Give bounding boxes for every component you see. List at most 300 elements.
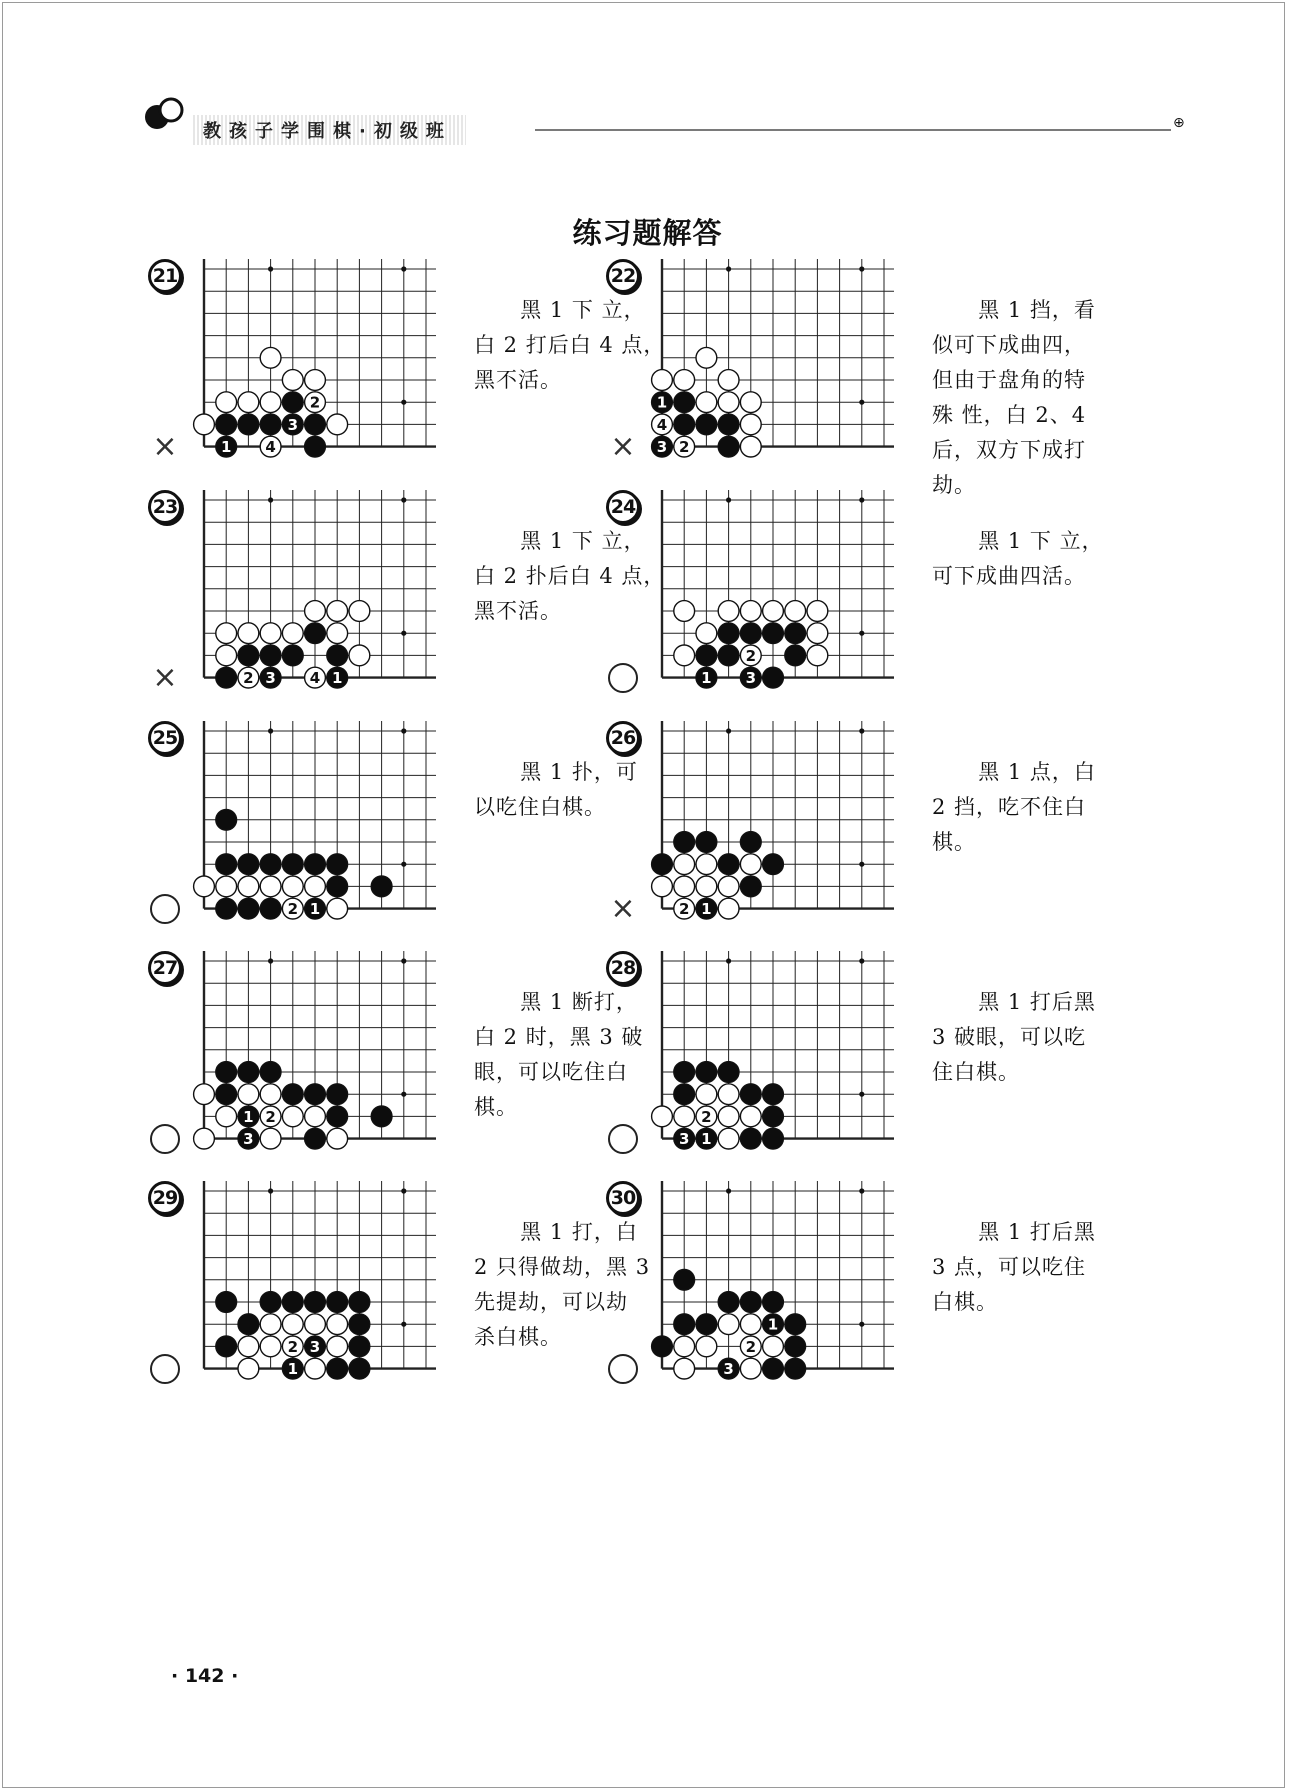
answer-line: 杀白棋。 [474, 1325, 562, 1349]
black-stone [718, 1292, 739, 1313]
move-number: 2 [701, 1107, 712, 1126]
move-number: 1 [701, 669, 712, 688]
move-number: 2 [309, 393, 321, 412]
problem-29 [148, 1181, 668, 1441]
black-stone [305, 1292, 326, 1313]
black-stone [238, 898, 259, 919]
black-stone [785, 1336, 806, 1357]
running-header [143, 93, 1203, 153]
move-number: 3 [287, 415, 299, 434]
black-stone [652, 392, 673, 413]
answer-line: 白 2 扑后白 4 点， [474, 564, 666, 588]
black-stone [674, 1084, 695, 1105]
white-stone [305, 370, 326, 391]
answer-line: 黑 1 下 立， [978, 529, 1104, 553]
black-stone [718, 436, 739, 457]
move-number: 3 [309, 1337, 321, 1356]
answer-line: 黑不活。 [474, 368, 562, 392]
white-stone [740, 392, 761, 413]
black-stone [216, 436, 237, 457]
black-stone [674, 392, 695, 413]
go-board-diagram [200, 951, 470, 1207]
white-stone [674, 370, 695, 391]
white-stone [718, 370, 739, 391]
star-point [401, 728, 406, 733]
white-stone [238, 876, 259, 897]
white-stone [740, 1106, 761, 1127]
move-number: 3 [265, 669, 276, 688]
white-stone [652, 414, 673, 435]
star-point [859, 1092, 864, 1097]
white-stone [216, 1106, 237, 1127]
black-stone [718, 414, 739, 435]
star-point [401, 1092, 406, 1097]
correct-circle-icon [608, 1354, 638, 1384]
go-board-diagram [200, 1181, 470, 1437]
white-stone [282, 1106, 303, 1127]
black-stone [349, 1292, 370, 1313]
white-stone [740, 1314, 761, 1335]
black-stone [238, 1314, 259, 1335]
white-stone [674, 876, 695, 897]
black-stone [349, 1358, 370, 1379]
problem-number: 24 [606, 490, 640, 524]
answer-line: 2 挡，吃不住白 [932, 795, 1087, 819]
correct-circle-icon [608, 1124, 638, 1154]
white-stone [216, 645, 237, 666]
answer-line: 白棋。 [932, 1290, 998, 1314]
white-stone [260, 1314, 281, 1335]
black-stone [327, 876, 348, 897]
star-point [268, 958, 273, 963]
star-point [401, 497, 406, 502]
black-stone [305, 854, 326, 875]
white-stone [216, 392, 237, 413]
black-stone [349, 1336, 370, 1357]
white-stone [718, 601, 739, 622]
black-stone [260, 854, 281, 875]
white-stone [652, 370, 673, 391]
black-stone [216, 898, 237, 919]
white-stone [194, 414, 215, 435]
star-point [401, 862, 406, 867]
black-stone [260, 898, 281, 919]
white-stone [305, 876, 326, 897]
answer-line: 棋。 [474, 1095, 518, 1119]
black-stone [305, 898, 326, 919]
black-stone [696, 645, 717, 666]
white-stone [305, 1358, 326, 1379]
white-stone [260, 392, 281, 413]
black-stone [740, 876, 761, 897]
move-number: 3 [723, 1360, 734, 1379]
star-point [726, 958, 731, 963]
white-stone [216, 876, 237, 897]
white-stone [238, 1336, 259, 1357]
black-stone [260, 414, 281, 435]
problem-number: 25 [148, 721, 182, 755]
move-number: 1 [701, 900, 712, 919]
black-stone [260, 645, 281, 666]
black-stone [238, 1062, 259, 1083]
move-number: 1 [331, 669, 343, 688]
white-stone [260, 347, 281, 368]
white-stone [674, 436, 695, 457]
white-stone [260, 876, 281, 897]
black-stone [371, 1106, 392, 1127]
move-number: 1 [656, 393, 668, 412]
star-point [401, 958, 406, 963]
star-point [859, 1188, 864, 1193]
black-stone [696, 414, 717, 435]
white-stone [718, 1314, 739, 1335]
answer-line: 3 点，可以吃住 [932, 1255, 1087, 1279]
page [2, 2, 1285, 1788]
move-number: 1 [767, 1315, 779, 1334]
star-point [401, 400, 406, 405]
star-point [401, 631, 406, 636]
star-point [726, 266, 731, 271]
black-stone [282, 392, 303, 413]
correct-circle-icon [150, 1354, 180, 1384]
black-stone [327, 1084, 348, 1105]
black-stone [763, 1106, 784, 1127]
black-stone [260, 1062, 281, 1083]
white-stone [674, 1106, 695, 1127]
wrong-cross-icon: × [610, 429, 636, 464]
answer-line: 白 2 打后白 4 点， [474, 333, 666, 357]
correct-circle-icon [608, 663, 638, 693]
black-stone [785, 1314, 806, 1335]
star-point [859, 400, 864, 405]
answer-line: 黑 1 打后黑 [978, 1220, 1096, 1244]
black-stone [785, 623, 806, 644]
star-point [268, 497, 273, 502]
problem-27 [148, 951, 668, 1211]
answer-line: 黑 1 打后黑 [978, 990, 1096, 1014]
white-stone [740, 854, 761, 875]
white-stone [740, 601, 761, 622]
black-stone [238, 854, 259, 875]
black-stone [740, 1084, 761, 1105]
move-number: 2 [678, 900, 690, 919]
white-stone [696, 854, 717, 875]
white-stone [260, 436, 281, 457]
wrong-cross-icon: × [152, 660, 178, 695]
answer-text [932, 755, 1128, 860]
black-stone [696, 1062, 717, 1083]
white-stone [260, 1128, 281, 1149]
star-point [859, 728, 864, 733]
white-stone [238, 1358, 259, 1379]
go-board-diagram [658, 259, 928, 515]
white-stone [194, 1084, 215, 1105]
black-stone [674, 1314, 695, 1335]
black-stone [282, 414, 303, 435]
black-stone [282, 854, 303, 875]
page-number: · 142 · [171, 1665, 239, 1687]
white-stone [674, 898, 695, 919]
header-mark: ⊕ [1173, 115, 1185, 131]
white-stone [674, 854, 695, 875]
white-stone [238, 623, 259, 644]
wrong-cross-icon: × [152, 429, 178, 464]
white-stone [282, 370, 303, 391]
answer-line: 黑 1 挡，看 [978, 298, 1096, 322]
black-stone [216, 854, 237, 875]
white-stone [718, 1106, 739, 1127]
black-stone [674, 832, 695, 853]
white-stone [349, 645, 370, 666]
white-stone [238, 667, 259, 688]
white-stone [327, 1314, 348, 1335]
white-stone [238, 1084, 259, 1105]
move-number: 2 [243, 669, 254, 688]
white-stone [674, 601, 695, 622]
answer-line: 黑 1 断打， [520, 990, 638, 1014]
move-number: 4 [265, 438, 276, 457]
white-stone [260, 1106, 281, 1127]
white-stone [194, 1128, 215, 1149]
star-point [859, 266, 864, 271]
black-stone [718, 1358, 739, 1379]
black-stone [740, 1128, 761, 1149]
answer-line: 可下成曲四活。 [932, 564, 1086, 588]
answer-text [932, 524, 1128, 594]
black-stone [718, 1062, 739, 1083]
answer-line: 眼，可以吃住白 [474, 1060, 628, 1084]
black-stone [763, 1128, 784, 1149]
white-stone [740, 414, 761, 435]
go-board-diagram [200, 490, 470, 746]
black-stone [763, 1292, 784, 1313]
answer-line: 3 破眼，可以吃 [932, 1025, 1087, 1049]
running-title: 教孩子学围棋·初级班 [193, 115, 466, 145]
black-stone [305, 1128, 326, 1149]
white-stone [305, 1314, 326, 1335]
black-stone [305, 414, 326, 435]
problem-23 [148, 490, 668, 750]
star-point [859, 497, 864, 502]
black-stone [327, 667, 348, 688]
black-stone [238, 645, 259, 666]
black-stone [718, 623, 739, 644]
go-board-diagram [658, 1181, 928, 1437]
black-stone [260, 1292, 281, 1313]
answer-line: 先提劫，可以劫 [474, 1290, 628, 1314]
black-stone [327, 1292, 348, 1313]
move-number: 3 [656, 438, 668, 457]
go-board-diagram [658, 951, 928, 1207]
star-point [726, 728, 731, 733]
problem-number: 28 [606, 951, 640, 985]
white-stone [260, 1336, 281, 1357]
problem-number: 21 [148, 259, 182, 293]
go-stone-logo-icon [143, 97, 189, 133]
black-stone [652, 436, 673, 457]
white-stone [238, 392, 259, 413]
white-stone [763, 601, 784, 622]
star-point [268, 728, 273, 733]
star-point [859, 862, 864, 867]
move-number: 2 [745, 1337, 757, 1356]
white-stone [740, 645, 761, 666]
star-point [268, 266, 273, 271]
black-stone [238, 414, 259, 435]
white-stone [260, 623, 281, 644]
problem-28 [606, 951, 1126, 1211]
star-point [401, 266, 406, 271]
white-stone [674, 1336, 695, 1357]
answer-text [932, 1215, 1128, 1320]
black-stone [305, 623, 326, 644]
black-stone [740, 667, 761, 688]
black-stone [696, 1314, 717, 1335]
black-stone [763, 667, 784, 688]
answer-text [932, 293, 1128, 503]
problem-21 [148, 259, 668, 519]
white-stone [718, 1128, 739, 1149]
white-stone [696, 623, 717, 644]
star-point [726, 497, 731, 502]
answer-line: 但由于盘角的特 [932, 368, 1086, 392]
black-stone [305, 436, 326, 457]
white-stone [305, 601, 326, 622]
white-stone [740, 1336, 761, 1357]
problem-25 [148, 721, 668, 981]
move-number: 2 [678, 438, 690, 457]
problem-number: 26 [606, 721, 640, 755]
white-stone [696, 392, 717, 413]
black-stone [305, 1336, 326, 1357]
problem-number: 30 [606, 1181, 640, 1215]
black-stone [763, 1084, 784, 1105]
white-stone [807, 623, 828, 644]
star-point [859, 958, 864, 963]
move-number: 3 [678, 1130, 690, 1149]
answer-line: 劫。 [932, 473, 976, 497]
black-stone [785, 645, 806, 666]
answer-line: 后，双方下成打 [932, 438, 1086, 462]
black-stone [696, 832, 717, 853]
move-number: 2 [745, 646, 757, 665]
white-stone [194, 876, 215, 897]
move-number: 3 [745, 669, 757, 688]
answer-line: 白 2 时，黑 3 破 [474, 1025, 644, 1049]
white-stone [282, 898, 303, 919]
header-rule [535, 129, 1171, 131]
black-stone [349, 1314, 370, 1335]
black-stone [740, 623, 761, 644]
move-number: 3 [243, 1130, 254, 1149]
white-stone [652, 876, 673, 897]
black-stone [674, 1062, 695, 1083]
problem-number: 22 [606, 259, 640, 293]
answer-line: 以吃住白棋。 [474, 795, 606, 819]
white-stone [652, 1106, 673, 1127]
move-number: 2 [287, 1337, 299, 1356]
black-stone [216, 809, 237, 830]
white-stone [696, 347, 717, 368]
black-stone [216, 1292, 237, 1313]
black-stone [238, 1128, 259, 1149]
white-stone [327, 1336, 348, 1357]
black-stone [763, 854, 784, 875]
move-number: 4 [656, 415, 668, 434]
answer-line: 黑 1 扑，可 [520, 760, 638, 784]
black-stone [740, 1292, 761, 1313]
white-stone [785, 601, 806, 622]
star-point [401, 1322, 406, 1327]
black-stone [674, 414, 695, 435]
answer-line: 黑不活。 [474, 599, 562, 623]
move-number: 1 [243, 1107, 254, 1126]
black-stone [282, 645, 303, 666]
black-stone [238, 1106, 259, 1127]
black-stone [216, 1084, 237, 1105]
answer-line: 殊 性，白 2、4 [932, 403, 1087, 427]
white-stone [282, 1314, 303, 1335]
star-point [401, 1188, 406, 1193]
white-stone [327, 623, 348, 644]
answer-line: 黑 1 下 立， [520, 529, 646, 553]
white-stone [696, 1084, 717, 1105]
black-stone [260, 667, 281, 688]
white-stone [696, 1336, 717, 1357]
black-stone [785, 1358, 806, 1379]
move-number: 2 [265, 1107, 276, 1126]
problem-24 [606, 490, 1126, 750]
go-board-diagram [200, 721, 470, 977]
white-stone [282, 1336, 303, 1357]
white-stone [327, 1128, 348, 1149]
answer-line: 2 只得做劫，黑 3 [474, 1255, 651, 1279]
white-stone [674, 645, 695, 666]
white-stone [216, 623, 237, 644]
star-point [859, 1322, 864, 1327]
black-stone [696, 667, 717, 688]
black-stone [282, 1084, 303, 1105]
black-stone [216, 414, 237, 435]
white-stone [740, 1358, 761, 1379]
white-stone [349, 601, 370, 622]
move-number: 2 [287, 900, 299, 919]
black-stone [327, 1358, 348, 1379]
white-stone [696, 1106, 717, 1127]
black-stone [371, 876, 392, 897]
wrong-cross-icon: × [610, 891, 636, 926]
white-stone [807, 601, 828, 622]
black-stone [763, 1314, 784, 1335]
answer-line: 住白棋。 [932, 1060, 1020, 1084]
black-stone [674, 1269, 695, 1290]
correct-circle-icon [150, 894, 180, 924]
answer-line: 棋。 [932, 830, 976, 854]
black-stone [718, 645, 739, 666]
correct-circle-icon [150, 1124, 180, 1154]
go-board-diagram [658, 721, 928, 977]
white-stone [260, 1084, 281, 1105]
black-stone [763, 1358, 784, 1379]
white-stone [740, 436, 761, 457]
white-stone [305, 1106, 326, 1127]
black-stone [674, 1128, 695, 1149]
section-title: 练习题解答 [572, 216, 723, 250]
black-stone [718, 854, 739, 875]
problem-number: 23 [148, 490, 182, 524]
white-stone [282, 623, 303, 644]
black-stone [696, 1128, 717, 1149]
